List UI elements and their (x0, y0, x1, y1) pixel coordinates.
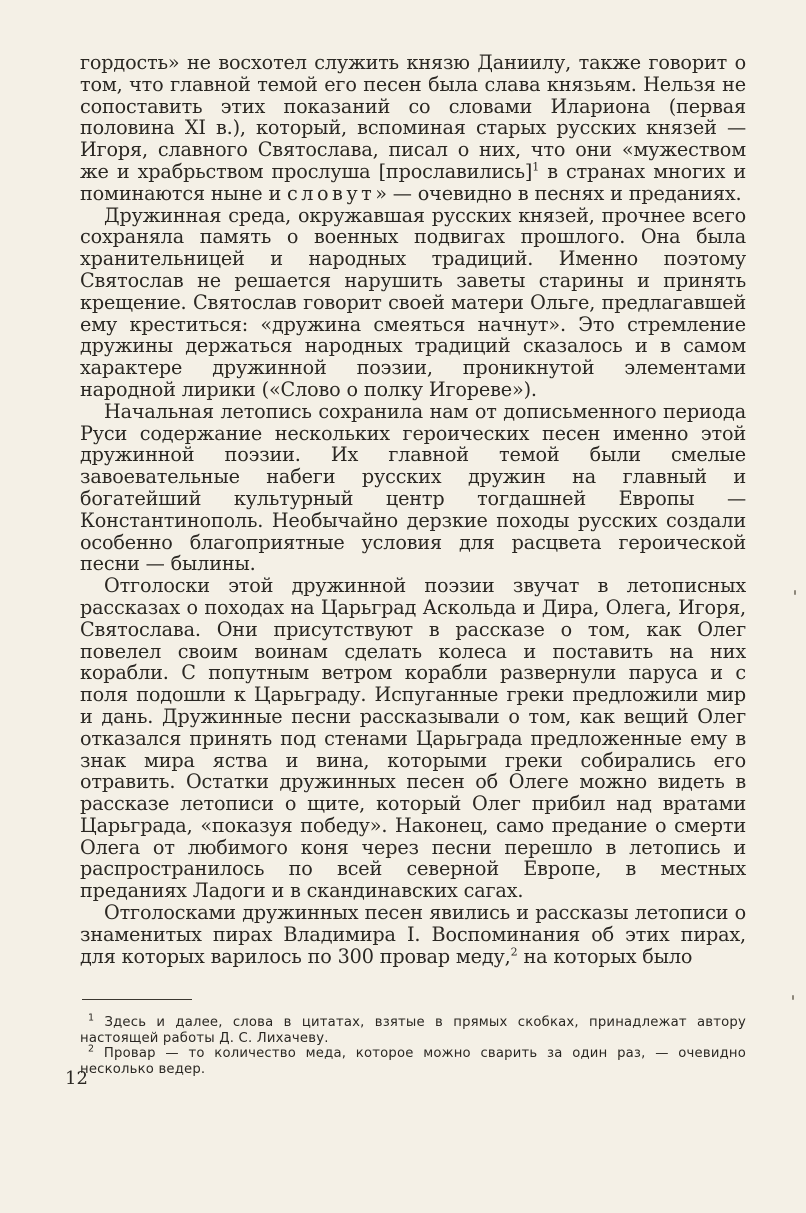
paragraph-5: Отголосками дружинных песен явились и рассказы летописи о знаменитых пирах Владимира I. Воспоминания об этих пирах, для которых варилось по 300 провар меду,$^2$ на которых было (80, 901, 746, 968)
footnotes (80, 1012, 746, 1077)
footnote-ref-1: 1 (532, 160, 540, 174)
page-number: 12 (65, 1068, 88, 1089)
paragraph-2: Дружинная среда, окружавшая русских князей, прочнее всего сохраняла память о военных подвигах прошлого. Она была хранительницей и народных традиций. Именно поэтому Святослав не решается нарушить заветы старины и принять крещение. Святослав говорит своей матери Ольге, предлагавшей ему креститься: «дружина смеяться начнут». Это стремление дружины держаться народных традиций сказалось и в самом характере дружинной поэзии, проникнутой элементами народной лирики («Слово о полку Игореве»). (80, 203, 746, 401)
main-text (80, 52, 746, 967)
paper-speck (792, 995, 794, 1000)
footnote-mark: 1 (88, 1012, 95, 1024)
paper-speck (794, 590, 796, 595)
footnote-mark: 2 (88, 1043, 95, 1055)
footnote-2: $^2$ Провар — то количество меда, которое можно сварить за один раз, — очевидно несколько ведер. (80, 1043, 746, 1077)
footnote-1: $^1$ Здесь и далее, слова в цитатах, взятые в прямых скобках, принадлежат автору настоящей работы Д. С. Лихачеву. (80, 1012, 746, 1046)
footnote-divider (82, 999, 192, 1000)
paragraph-4: Отголоски этой дружинной поэзии звучат в летописных рассказах о походах на Царьград Аскольда и Дира, Олега, Игоря, Святослава. Они присутствуют в рассказе о том, как Олег повелел своим воинам сделать колеса и поставить на них корабли. С попутным ветром корабли развернули паруса и с поля подошли к Царьграду. Испуганные греки предложили мир и дань. Дружинные песни рассказывали о том, как вещий Олег отказался принять под стенами Царьграда предложенные ему в знак мира яства и вина, которыми греки собирались его отравить. Остатки дружинных песен об Олеге можно видеть в рассказе летописи о щите, который Олег прибил над вратами Царьграда, «показуя победу». Наконец, само предание о смерти Олега от любимого коня через песни перешло в летопись и распространилось по всей северной Европе, в местных преданиях Ладоги и в скандинавских сагах. (80, 574, 746, 903)
spaced-word: словут (287, 181, 376, 205)
paragraph-1: гордость» не восхотел служить князю Даниилу, также говорит о том, что главной темой его песен была слава князьям. Нельзя не сопоставить этих показаний со словами Илариона (первая половина XI в.), который, вспоминая старых русских князей — Игоря, славного Святослава, писал о них, что они «мужеством же и храбрьством прослуша [прославились]$^1$ в странах многих и поминаются ныне и словут» — очевидно в песнях и преданиях. (80, 51, 747, 205)
paragraph-3: Начальная летопись сохранила нам от дописьменного периода Руси содержание нескольких героических песен именно этой дружинной поэзии. Их главной темой были смелые завоевательные набеги русских дружин на главный и богатейший культурный центр тогдашней Европы — Константинополь. Необычайно дерзкие походы русских создали особенно благоприятные условия для расцвета героической песни — былины. (80, 399, 746, 576)
footnote-ref-2: 2 (510, 945, 518, 959)
